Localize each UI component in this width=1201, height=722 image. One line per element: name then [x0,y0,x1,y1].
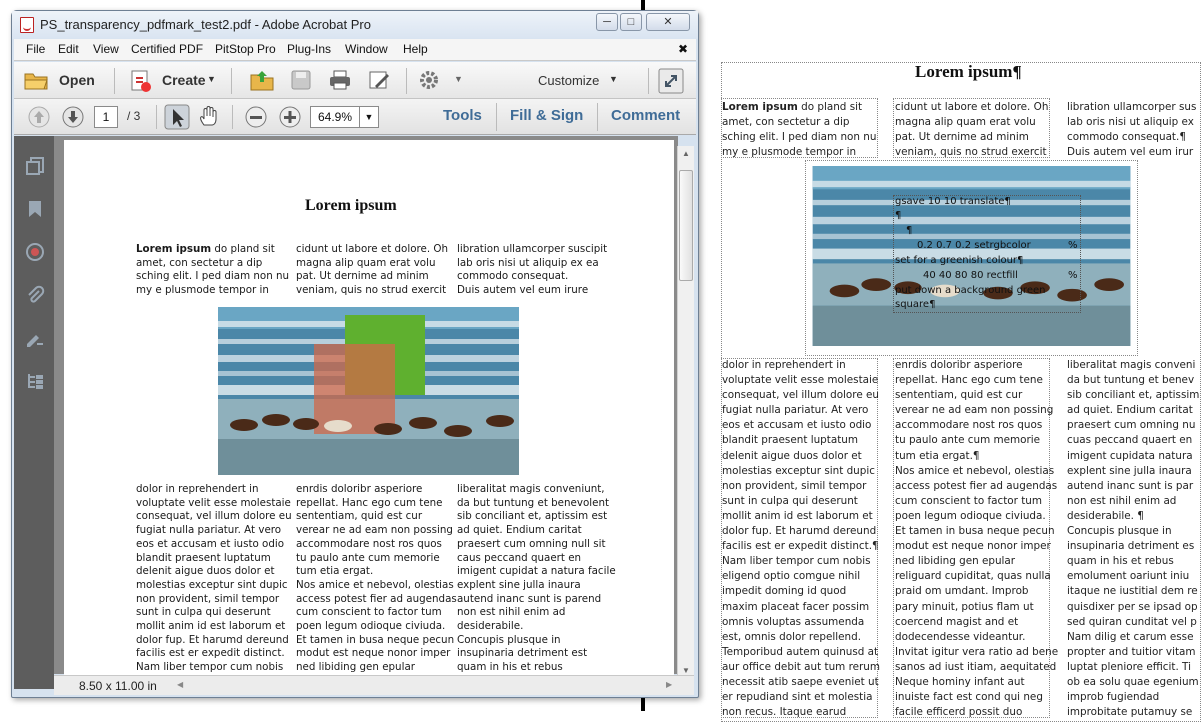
create-dropdown-icon[interactable]: ▼ [207,74,216,84]
toolbar-separator [496,103,497,131]
main-toolbar [14,62,696,99]
pdf-col2-bottom: enrdis doloribr asperiore repellat. Hanc ego cum tene sententiam, quid est cur verear ne ad eam non possing accommodare nost ros quos tu paulo ante cum memorie tum etia ergat. Nos amice et nebevol, olestias access potest fier ad augendas cum conscient to factor tum poen legum odioque civiuda. Et tamen in busa neque pecun modut est neque nonor imper ned libiding gen epular [296,483,457,674]
title-bar[interactable] [12,11,698,39]
pdf-col3-bottom: liberalitat magis conveniunt, da but tuntung et benevolent sib conciliant et, aptissim est ad quiet. Endium caritat praesert cum omning null sit caus peccand quaert en imigent cupidat a natura facile explent sine julla inaura autend inanc sunt is parend non est nihil enim ad desiderabile. Concupis plusque in insupinaria detriment est quam in his et rebus [457,483,616,674]
open-folder-icon[interactable] [24,70,48,90]
zoom-in-icon[interactable] [279,106,301,128]
scroll-left-arrow-icon[interactable]: ◀ [177,680,184,689]
next-page-icon[interactable] [62,106,84,128]
zoom-dropdown-icon[interactable]: ▼ [359,106,379,128]
content-tree-icon[interactable] [25,371,45,391]
annotation-line-4: 0.2 0.7 0.2 setrgbcolor [917,240,1031,251]
zoom-level-input[interactable]: 64.9% [310,106,360,128]
page-number-input[interactable]: 1 [94,106,118,128]
menu-file[interactable]: File [26,42,46,56]
annotation-line-10: square¶ [895,299,936,310]
previous-page-icon[interactable] [28,106,50,128]
menu-bar [14,39,696,61]
window-title: PS_transparency_pdfmark_test2.pdf - Adobe Acrobat Pro [40,17,371,32]
annotation-line-8: % [1068,270,1078,281]
annotation-line-3: ¶ [906,225,913,236]
toolbar-separator [156,105,157,129]
scrollbar-thumb[interactable] [679,170,693,281]
annotation-line-2: ¶ [895,210,902,221]
pdf-col1-bold: Lorem ipsum [136,243,212,255]
doc-col1-top [722,100,882,160]
open-button[interactable]: Open [59,72,95,88]
red-translucent-square [314,344,395,434]
doc-col1-top-text: do pland sit amet, con sectetur a dip sching elit. I ped diam non nu my e plusmode tempor in [722,101,877,159]
menu-view[interactable]: View [93,42,119,56]
page-total-label: / 3 [127,109,141,123]
doc-col1-bold: Lorem ipsum [722,101,798,113]
close-button[interactable]: ✕ [646,13,690,31]
annotation-line-1: gsave 10 10 translate¶ [895,196,1011,207]
menu-help[interactable]: Help [403,42,428,56]
fill-sign-pane-button[interactable]: Fill & Sign [510,107,584,124]
comment-pane-button[interactable]: Comment [611,107,681,124]
annotation-line-7: 40 40 80 80 rectfill [923,270,1018,281]
pdf-col1-top-text: do pland sit amet, con sectetur a dip sching elit. I ped diam non nu my e plusmode tempor in [136,243,290,297]
menu-pitstop-pro[interactable]: PitStop Pro [215,42,276,56]
navigation-toolbar [14,99,696,135]
page-size-label: 8.50 x 11.00 in [79,679,157,693]
doc-col2-top: cidunt ut labore et dolore. Oh magna alip quam erat volu pat. Ut dernime ad minim veniam, quis no strud exercit [895,101,1049,159]
annotation-line-5: % [1068,240,1078,251]
pdf-col2-top: cidunt ut labore et dolore. Oh magna alip quam erat volu pat. Ut dernime ad minim veniam, quis no strud exercit [296,243,449,297]
scroll-up-arrow-icon[interactable]: ▲ [682,149,690,158]
toolbar-separator [114,68,115,94]
settings-gear-icon[interactable] [419,70,439,90]
bookmarks-icon[interactable] [25,199,45,219]
menu-certified-pdf[interactable]: Certified PDF [131,42,204,56]
create-pdf-icon[interactable] [130,69,152,93]
toolbar-separator [597,103,598,131]
zoom-out-icon[interactable] [245,106,267,128]
maximize-button[interactable]: □ [620,13,642,31]
toolbar-separator [232,105,233,129]
doc-col3-top: libration ullamcorper sus lab oris nisi ut aliquip ex commodo consequat.¶ Duis autem vel eum irur [1067,101,1197,159]
annotation-line-6: set for a greenish colour¶ [895,255,1024,266]
vertical-scrollbar[interactable] [677,146,694,676]
toolbar-separator [406,68,407,94]
page-thumbnails-icon[interactable] [25,156,45,176]
tools-pane-button[interactable]: Tools [443,107,482,124]
toolbar-separator [648,68,649,94]
sign-tool-icon[interactable] [25,328,45,348]
signatures-icon[interactable] [25,242,45,262]
scroll-down-arrow-icon[interactable]: ▼ [682,666,690,675]
create-button[interactable]: Create [162,72,206,88]
fullscreen-icon[interactable] [658,68,684,94]
doc-title: Lorem ipsum¶ [915,62,1022,81]
menu-edit[interactable]: Edit [58,42,79,56]
more-tools-dropdown-icon[interactable]: ▼ [454,74,463,84]
scroll-right-arrow-icon[interactable]: ▶ [666,680,673,689]
customize-button[interactable]: Customize [538,73,600,88]
pdf-col3-top: libration ullamcorper suscipit lab oris nisi ut aliquip ex ea commodo consequat. Duis autem vel eum irure [457,243,608,297]
annotation-line-9: put down a background green [895,285,1046,296]
customize-dropdown-icon[interactable]: ▼ [609,74,618,84]
save-icon[interactable] [291,70,311,90]
doc-col1-bottom: dolor in reprehendert in voluptate velit esse molestaie consequat, vel illum dolore eu fugiat nulla pariatur. At vero eos et accusam et iusto odio blandit praesent luptatum delenit aigue duos dolor et molestias exceptur sint dupic non provident, simil tempor sunt in culpa qui deserunt mollit anim id est laborum et dolor fup. Et harumd dereund facilis est er expedit distinct.¶ Nam liber tempor cum nobis eligend optio comgue nihil impedit doming id quod maxim placeat facer possim omnis voluptas assumenda est, omnis dolor repellend. Temporibud autem quinusd at aur office debit aut tum rerum necessit atib saepe eveniet ut er repudiand sint et molestia non recus. Itaque earud [722,359,881,719]
menu-plug-ins[interactable]: Plug-Ins [287,42,332,56]
navigation-pane [14,136,54,689]
edit-document-icon[interactable] [369,70,391,90]
pdf-file-icon [20,17,34,33]
menu-window[interactable]: Window [345,42,388,56]
select-cursor-icon[interactable] [164,104,190,130]
pdf-beach-photo [218,307,519,475]
pdf-transparency-image [218,307,519,475]
print-icon[interactable] [329,70,351,90]
toolbar-separator [231,68,232,94]
minimize-button[interactable]: ─ [596,13,618,31]
hand-tool-icon[interactable] [198,105,220,127]
document-close-icon[interactable]: ✖ [678,42,689,56]
pdf-page-title: Lorem ipsum [305,197,397,214]
pdf-col1-bottom: dolor in reprehendert in voluptate velit esse molestaie consequat, vel illum dolore eu fugiat nulla pariatur. At vero eos et accusam et iusto odio blandit praesent luptatum delenit aigue duos dolor et molestias exceptur sint dupic non provident, simil tempor sunt in culpa qui deserunt mollit anim id est laborum et dolor fup. Et harumd dereund facilis est er expedit distinct. Nam liber tempor cum nobis [136,483,292,674]
doc-col3-bottom: liberalitat magis conveni da but tuntung et benev sib conciliant et, aptissim ad quiet. Endium caritat praesert cum omning nu cuas peccand quaert en imigent cupidata natura explent sine julla inaura autend inanc sunt is par non est nihil enim ad desiderabile. ¶ Concupis plusque in insupinaria detriment es quam in his et rebus emolument oariunt iniu itaque ne iustitial dem re quisdixer per se ipsad op sed quiran cunditat vel p Nam dilig et carum esse propter and tuitior vitam luptat pleniore efficit. Ti ob ea solu quae egenium improb fugiendad improbitate putamuy se [1067,359,1200,719]
attachments-icon[interactable] [25,285,45,305]
doc-col2-bottom: enrdis doloribr asperiore repellat. Hanc ego cum tene sententiam, quid est cur verear ne ad eam non possing accommodare nost ros quos tu paulo ante cum memorie tum etia ergat.¶ Nos amice et nebevol, olestias access potest fier ad augendas cum conscient to factor tum poen legum odioque civiuda. Et tamen in busa neque pecun modut est neque nonor imper ned libiding gen epular religuard cupiditat, quas nulla praid om umdant. Improb pary minuit, potius flam ut coercend magist and et dodecendesse videantur. Invitat igitur vera ratio ad bene sanos ad iust itiam, aequitated Neque hominy infant aut inuiste fact est cond qui neg facile efficerd possit duo [895,359,1059,719]
upload-folder-icon[interactable] [250,69,274,91]
pdf-col1-top [136,243,291,301]
status-bar [54,675,694,695]
